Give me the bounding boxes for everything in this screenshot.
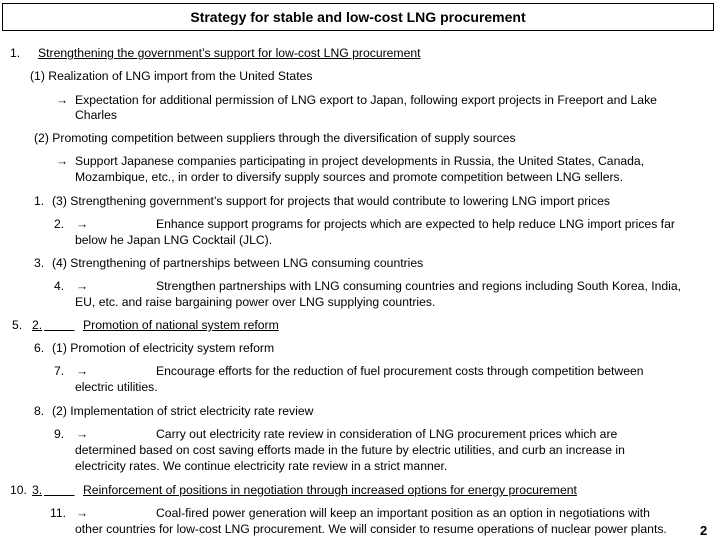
bullet-text: Coal-fired power generation will keep an important position as an option in negotiations with: [156, 506, 650, 520]
list-number: 9.: [54, 427, 65, 441]
subsection-3-heading: (3) Strengthening government’s support for projects that would contribute to lowering LNG import prices: [52, 194, 610, 208]
bullet-text: Charles: [75, 108, 117, 122]
list-number: 8.: [34, 404, 45, 418]
arrow-icon: →: [76, 217, 89, 231]
bullet-text: Support Japanese companies participating in project developments in Russia, the United States, Canada,: [75, 154, 645, 168]
bullet-text: Expectation for additional permission of LNG export to Japan, following export projects in Freeport and Lake: [75, 93, 657, 107]
list-number: 6.: [34, 341, 45, 355]
bullet-text: EU, etc. and raise bargaining power over LNG supplying countries.: [75, 295, 436, 309]
bullet-text: Enhance support programs for projects which are expected to help reduce LNG import prices far: [156, 217, 675, 231]
bullet-text: Encourage efforts for the reduction of fuel procurement costs through competition between: [156, 364, 644, 378]
section-3-heading: [44, 483, 74, 497]
list-number: 5.: [12, 318, 23, 332]
bullet-text: Mozambique, etc., in order to diversify supply sources and promote competition between LNG sellers.: [75, 170, 624, 184]
subsection-1-heading: (1) Realization of LNG import from the United States: [30, 69, 313, 83]
bullet-text: below he Japan LNG Cocktail (JLC).: [75, 233, 273, 247]
list-number: 7.: [54, 364, 65, 378]
section-1-number: 1.: [10, 46, 21, 60]
section-2-heading: [44, 318, 74, 332]
page-number: 2: [700, 523, 708, 538]
subsection-2-heading: (2) Promoting competition between suppliers through the diversification of supply sources: [34, 131, 516, 145]
arrow-icon: →: [56, 93, 69, 107]
list-number: 10.: [10, 483, 27, 497]
arrow-icon: →: [76, 506, 89, 520]
list-number: 11.: [50, 506, 67, 520]
section-2-heading: Promotion of national system reform: [83, 318, 279, 332]
subsection-heading: (1) Promotion of electricity system reform: [52, 341, 275, 355]
section-3-heading: Reinforcement of positions in negotiation through increased options for energy procurement: [83, 483, 577, 497]
arrow-icon: →: [76, 364, 89, 378]
list-number: 4.: [54, 279, 65, 293]
bullet-text: determined based on cost saving efforts made in the future by electric utilities, and curb an increase in: [75, 443, 625, 457]
list-number: 1.: [34, 194, 45, 208]
page-title: Strategy for stable and low-cost LNG procurement: [2, 3, 714, 31]
arrow-icon: →: [56, 154, 69, 168]
section-3-number: 3.: [32, 483, 43, 497]
bullet-text: electricity rates. We continue electricity rate review in a strict manner.: [75, 459, 448, 473]
subsection-4-heading: (4) Strengthening of partnerships between LNG consuming countries: [52, 256, 424, 270]
bullet-text: Carry out electricity rate review in consideration of LNG procurement prices which are: [156, 427, 618, 441]
bullet-text: other countries for low-cost LNG procurement. We will consider to resume operations of nuclear power plants.: [75, 522, 667, 536]
arrow-icon: →: [76, 427, 89, 441]
list-number: 3.: [34, 256, 45, 270]
list-number: 2.: [54, 217, 65, 231]
bullet-text: electric utilities.: [75, 380, 158, 394]
subsection-heading: (2) Implementation of strict electricity rate review: [52, 404, 314, 418]
arrow-icon: →: [76, 279, 89, 293]
section-2-number: 2.: [32, 318, 43, 332]
section-1-heading: Strengthening the government’s support for low-cost LNG procurement: [38, 46, 421, 60]
bullet-text: Strengthen partnerships with LNG consuming countries and regions including South Korea, India,: [156, 279, 682, 293]
